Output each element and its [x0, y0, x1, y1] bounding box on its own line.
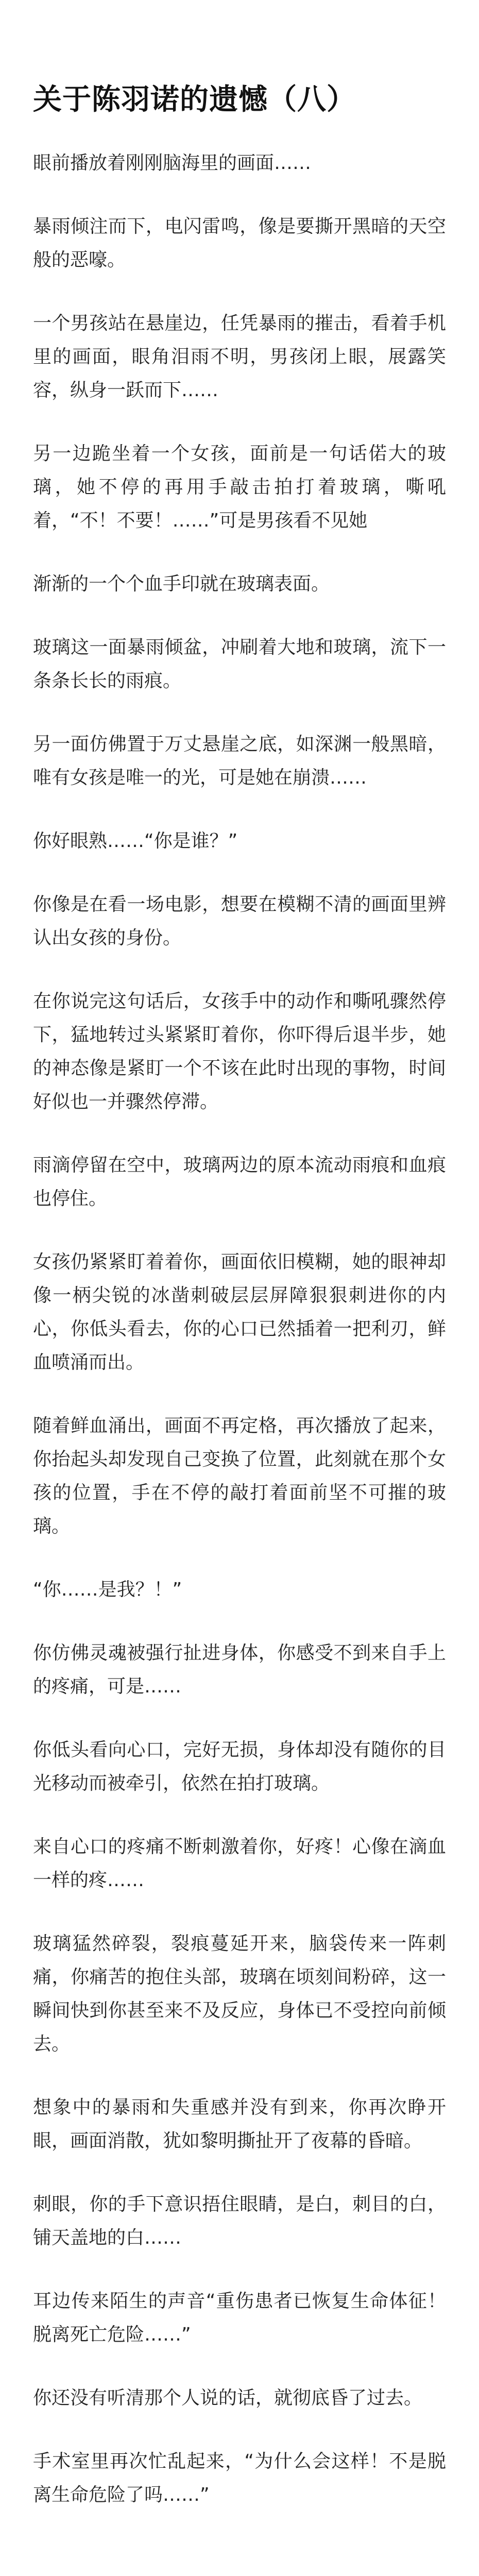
paragraph: 暴雨倾注而下，电闪雷鸣，像是要撕开黑暗的天空般的恶嚎。 — [33, 216, 446, 270]
paragraph: 雨滴停留在空中，玻璃两边的原本流动雨痕和血痕也停住。 — [33, 1155, 446, 1209]
paragraph: 随着鲜血涌出，画面不再定格，再次播放了起来，你抬起头却发现自己变换了位置，此刻就在那个女孩的位置，手在不停的敲打着面前坚不可摧的玻璃。 — [33, 1415, 446, 1537]
paragraph: 玻璃猛然碎裂，裂痕蔓延开来，脑袋传来一阵刺痛，你痛苦的抱住头部，玻璃在顷刻间粉碎，这一瞬间快到你甚至来不及反应，身体已不受控向前倾去。 — [33, 1933, 446, 2055]
article-title: 关于陈羽诺的遗憾（八） — [33, 83, 356, 116]
paragraph: 想象中的暴雨和失重感并没有到来，你再次睁开眼，画面消散，犹如黎明撕扯开了夜幕的昏暗。 — [33, 2097, 446, 2151]
paragraph: 你好眼熟……“你是谁？” — [33, 831, 238, 852]
article-body — [33, 146, 446, 2512]
paragraph: 玻璃这一面暴雨倾盆，冲刷着大地和玻璃，流下一条条长长的雨痕。 — [33, 637, 446, 691]
paragraph: 你仿佛灵魂被强行扯进身体，你感受不到来自手上的疼痛，可是…… — [33, 1642, 446, 1697]
paragraph: “你……是我？！” — [33, 1579, 182, 1600]
paragraph: 来自心口的疼痛不断刺激着你，好疼！心像在滴血一样的疼…… — [33, 1836, 446, 1891]
paragraph: 手术室里再次忙乱起来，“为什么会这样！不是脱离生命危险了吗……” — [33, 2451, 446, 2505]
paragraph: 刺眼，你的手下意识捂住眼睛，是白，刺目的白，铺天盖地的白…… — [33, 2194, 446, 2248]
paragraph: 女孩仍紧紧盯着着你，画面依旧模糊，她的眼神却像一柄尖锐的冰凿刺破层层屏障狠狠刺进你的内心，你低头看去，你的心口已然插着一把利刃，鲜血喷涌而出。 — [33, 1251, 446, 1373]
paragraph: 另一边跪坐着一个女孩，面前是一句话偌大的玻璃，她不停的再用手敲击拍打着玻璃，嘶吼着，“不！不要！……”可是男孩看不见她 — [33, 443, 446, 531]
paragraph: 另一面仿佛置于万丈悬崖之底，如深渊一般黑暗，唯有女孩是唯一的光，可是她在崩溃…… — [33, 734, 446, 788]
paragraph: 你还没有听清那个人说的话，就彻底昏了过去。 — [33, 2387, 423, 2409]
paragraph: 眼前播放着刚刚脑海里的画面…… — [33, 152, 312, 174]
paragraph: 一个男孩站在悬崖边，任凭暴雨的摧击，看着手机里的画面，眼角泪雨不明，男孩闭上眼，展露笑容，纵身一跃而下…… — [33, 313, 446, 401]
paragraph: 你像是在看一场电影，想要在模糊不清的画面里辨认出女孩的身份。 — [33, 894, 446, 948]
paragraph: 在你说完这句话后，女孩手中的动作和嘶吼骤然停下，猛地转过头紧紧盯着你，你吓得后退半步，她的神态像是紧盯一个不该在此时出现的事物，时间好似也一并骤然停滞。 — [33, 991, 446, 1112]
paragraph: 耳边传来陌生的声音“重伤患者已恢复生命体征！脱离死亡危险……” — [33, 2291, 446, 2345]
paragraph: 你低头看向心口，完好无损，身体却没有随你的目光移动而被牵引，依然在拍打玻璃。 — [33, 1739, 446, 1794]
paragraph: 渐渐的一个个血手印就在玻璃表面。 — [33, 573, 330, 595]
